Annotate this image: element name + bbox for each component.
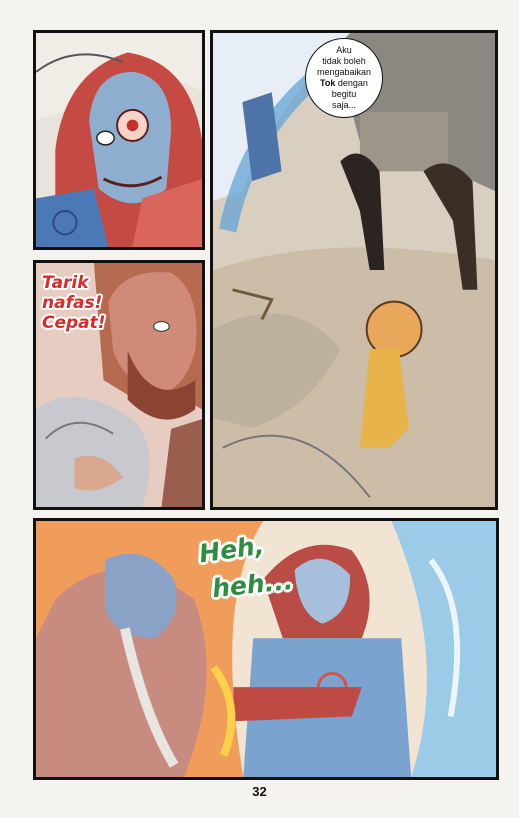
speech-line: tidak boleh — [322, 56, 366, 66]
hooded-figure-art — [36, 33, 202, 247]
shout-line: Cepat! — [42, 313, 106, 333]
shout-text — [42, 273, 106, 333]
speech-bold-word: Tok — [320, 78, 336, 88]
shout-line: nafas! — [42, 293, 103, 313]
laugh-text-2: heh... — [210, 565, 295, 604]
speech-line: Aku — [336, 45, 352, 55]
confrontation-art — [36, 521, 496, 777]
panel-battle-scene — [210, 30, 498, 510]
speech-bubble — [305, 38, 383, 118]
panel-confrontation — [33, 518, 499, 780]
speech-line-rest: dengan — [335, 78, 368, 88]
laugh-text-1: Heh, — [197, 530, 266, 569]
speech-line: mengabaikan — [316, 67, 372, 77]
page-number: 32 — [252, 784, 267, 799]
panel-bearded-man — [33, 260, 205, 510]
speech-line: begitu — [331, 89, 357, 99]
speech-line: saja... — [331, 100, 356, 110]
panel-hooded-figure — [33, 30, 205, 250]
speech-line — [320, 78, 368, 89]
shout-line: Tarik — [42, 273, 89, 293]
